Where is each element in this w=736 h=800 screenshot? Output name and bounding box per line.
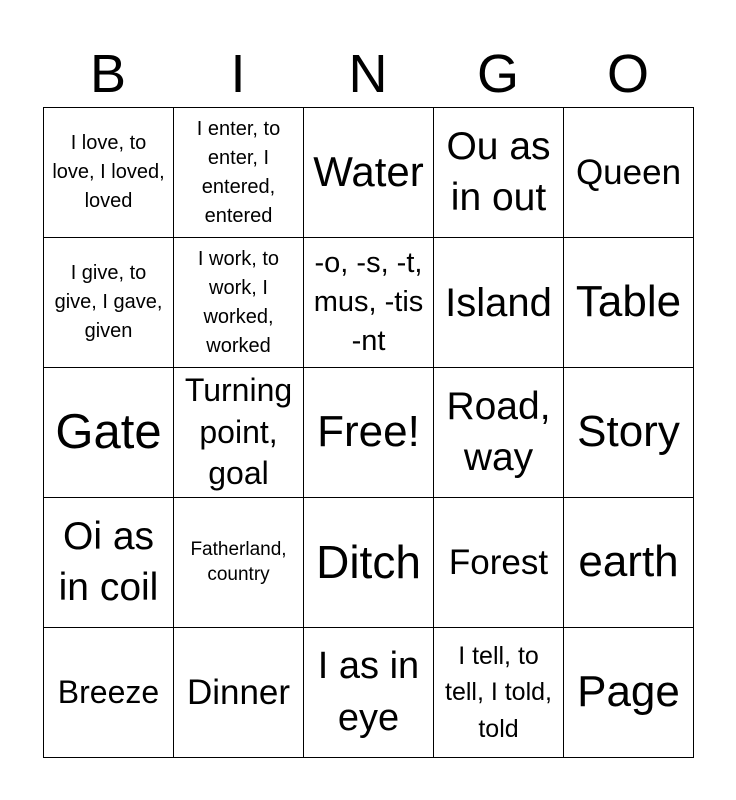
cell-text: Breeze bbox=[57, 673, 160, 710]
bingo-cell[interactable] bbox=[434, 628, 564, 758]
bingo-cell[interactable] bbox=[174, 368, 304, 498]
bingo-cell[interactable] bbox=[434, 238, 564, 368]
bingo-header bbox=[43, 40, 693, 108]
header-letter-b: B bbox=[89, 44, 127, 104]
bingo-cell[interactable] bbox=[564, 108, 694, 238]
bingo-cell[interactable] bbox=[564, 368, 694, 498]
cell-text: Road, way bbox=[446, 384, 551, 479]
cell-text: Island bbox=[445, 280, 552, 325]
cell-text: I tell, to tell, I told, told bbox=[445, 642, 552, 743]
cell-text: Table bbox=[575, 277, 682, 327]
bingo-cell[interactable] bbox=[44, 108, 174, 238]
cell-text: I enter, to enter, I entered, entered bbox=[196, 117, 281, 227]
bingo-cell[interactable] bbox=[304, 108, 434, 238]
bingo-cell[interactable] bbox=[434, 498, 564, 628]
bingo-cell[interactable] bbox=[44, 498, 174, 628]
bingo-cell[interactable] bbox=[564, 628, 694, 758]
cell-text: Fatherland, country bbox=[190, 538, 287, 585]
cell-text: Story bbox=[577, 407, 680, 457]
bingo-cell[interactable] bbox=[174, 498, 304, 628]
bingo-cell[interactable] bbox=[564, 498, 694, 628]
bingo-cell[interactable] bbox=[304, 628, 434, 758]
cell-text: I love, to love, I loved, loved bbox=[52, 132, 165, 212]
bingo-cell[interactable] bbox=[44, 238, 174, 368]
bingo-cell[interactable] bbox=[174, 108, 304, 238]
cell-text: I as in eye bbox=[317, 645, 420, 739]
bingo-cell[interactable] bbox=[434, 368, 564, 498]
cell-text: Page bbox=[577, 667, 680, 717]
cell-text: -o, -s, -t, mus, -tis -nt bbox=[313, 246, 424, 358]
bingo-cell[interactable] bbox=[304, 238, 434, 368]
cell-text: Turning point, goal bbox=[184, 372, 293, 492]
header-letter-i: I bbox=[230, 44, 246, 104]
header-letter-g: G bbox=[476, 44, 519, 104]
bingo-cell[interactable] bbox=[564, 238, 694, 368]
cell-text: I give, to give, I gave, given bbox=[54, 262, 163, 342]
cell-text: Water bbox=[313, 148, 424, 196]
cell-text: Forest bbox=[448, 542, 549, 582]
bingo-cell[interactable] bbox=[174, 238, 304, 368]
header-letter-n: N bbox=[348, 44, 388, 104]
cell-text: Dinner bbox=[186, 672, 291, 712]
free-space[interactable] bbox=[304, 368, 434, 498]
bingo-cell[interactable] bbox=[174, 628, 304, 758]
cell-text: Queen bbox=[575, 152, 682, 192]
cell-text: Free! bbox=[317, 407, 420, 457]
bingo-board bbox=[43, 107, 694, 758]
bingo-cell[interactable] bbox=[434, 108, 564, 238]
cell-text: Ou as in out bbox=[446, 124, 551, 219]
bingo-cell[interactable] bbox=[304, 498, 434, 628]
cell-text: earth bbox=[578, 537, 679, 587]
cell-text: Gate bbox=[55, 405, 162, 460]
bingo-cell[interactable] bbox=[44, 368, 174, 498]
header-letter-o: O bbox=[606, 44, 649, 104]
cell-text: Ditch bbox=[316, 535, 421, 588]
cell-text: Oi as in coil bbox=[58, 514, 159, 609]
cell-text: I work, to work, I worked, worked bbox=[197, 247, 280, 357]
bingo-cell[interactable] bbox=[44, 628, 174, 758]
